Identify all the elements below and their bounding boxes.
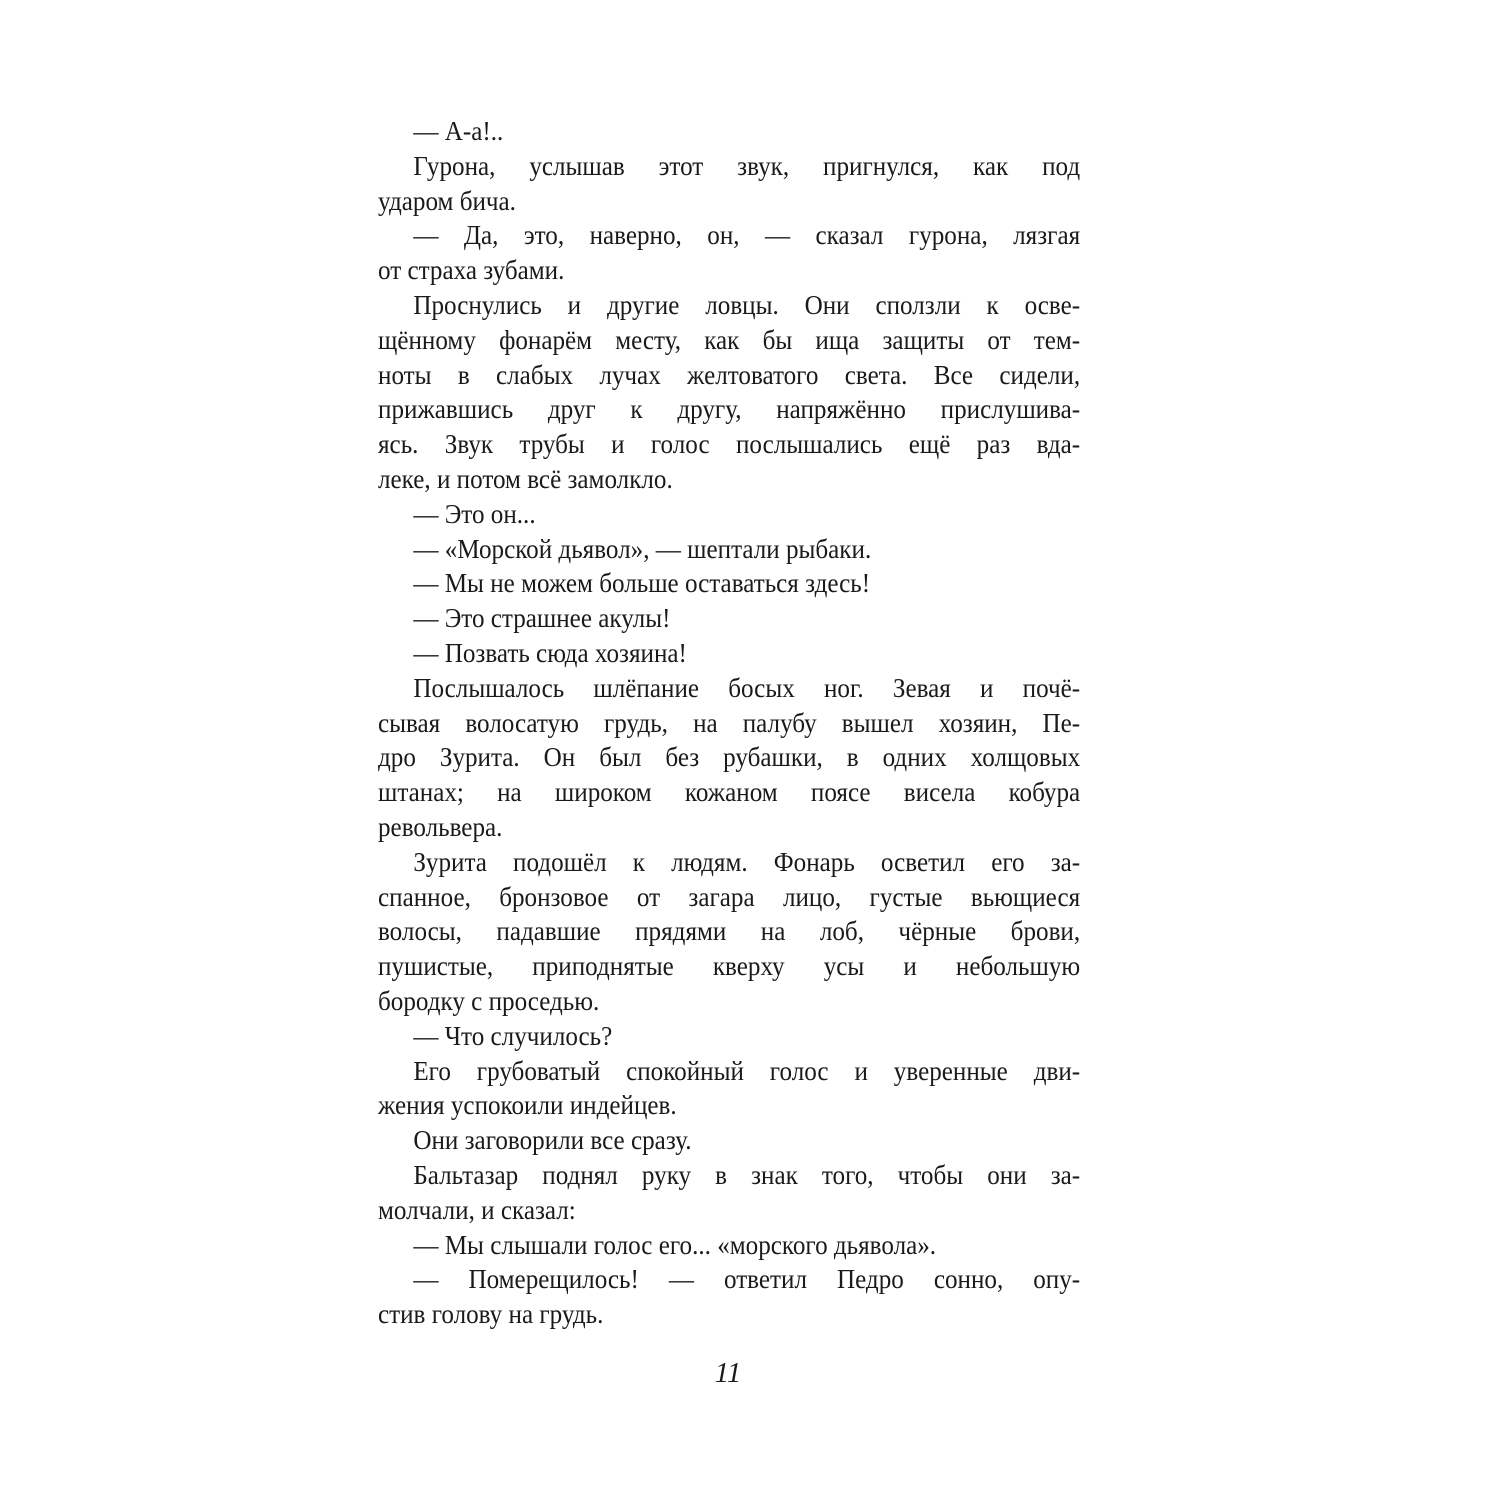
text-line: Зурита подошёл к людям. Фонарь осветил его за- <box>413 846 1081 877</box>
text-line: Проснулись и другие ловцы. Они сползли к осве- <box>413 289 1081 320</box>
text-line: пушистые, приподнятые кверху усы и небольшую <box>378 951 1081 982</box>
text-line: Гурона, услышав этот звук, пригнулся, как под <box>413 150 1081 181</box>
text-line: — Да, это, наверно, он, — сказал гурона, лязгая <box>413 220 1081 251</box>
text-line: ясь. Звук трубы и голос послышались ещё раз вда- <box>378 429 1081 460</box>
page-body-text <box>378 114 1080 1332</box>
text-line: ноты в слабых лучах желтоватого света. Все сидели, <box>378 359 1081 390</box>
page-number: 11 <box>714 1357 742 1389</box>
text-line: штанах; на широком кожаном поясе висела кобура <box>378 777 1081 808</box>
text-line: бородку с проседью. <box>378 985 600 1016</box>
text-line: сывая волосатую грудь, на палубу вышел хозяин, Пе- <box>378 707 1081 738</box>
text-line: Они заговорили все сразу. <box>413 1125 692 1156</box>
text-line: Бальтазар поднял руку в знак того, чтобы они за- <box>413 1159 1081 1190</box>
text-line: щённому фонарём месту, как бы ища защиты от тем- <box>378 324 1081 355</box>
text-line: Послышалось шлёпание босых ног. Зевая и почё- <box>413 672 1081 703</box>
dialogue-line: — Это страшнее акулы! <box>413 603 671 634</box>
text-line: револьвера. <box>378 811 503 842</box>
text-line: дро Зурита. Он был без рубашки, в одних холщовых <box>378 742 1081 773</box>
text-line: волосы, падавшие прядями на лоб, чёрные брови, <box>378 916 1081 947</box>
text-line: ударом бича. <box>378 185 516 216</box>
dialogue-line: — Мы слышали голос его... «морского дьявола». <box>413 1229 937 1260</box>
dialogue-line: — Померещилось! — ответил Педро сонно, опу- <box>413 1264 1081 1295</box>
text-line: жения успокоили индейцев. <box>378 1090 677 1121</box>
text-line: стив голову на грудь. <box>378 1299 604 1330</box>
dialogue-line: — Это он... <box>413 498 536 529</box>
text-line: молчали, и сказал: <box>378 1194 576 1225</box>
text-line: леке, и потом всё замолкло. <box>378 463 673 494</box>
dialogue-line: — Позвать сюда хозяина! <box>413 637 687 668</box>
dialogue-line: — Что случилось? <box>413 1020 613 1051</box>
text-line: от страха зубами. <box>378 255 565 286</box>
text-line: прижавшись друг к другу, напряжённо прислушива- <box>378 394 1081 425</box>
dialogue-line: — «Морской дьявол», — шептали рыбаки. <box>413 533 872 564</box>
text-line: спанное, бронзовое от загара лицо, густые вьющиеся <box>378 881 1081 912</box>
text-line: — А-а!.. <box>413 116 504 146</box>
text-line: Его грубоватый спокойный голос и уверенные дви- <box>413 1055 1081 1086</box>
dialogue-line: — Мы не можем больше оставаться здесь! <box>413 568 871 599</box>
